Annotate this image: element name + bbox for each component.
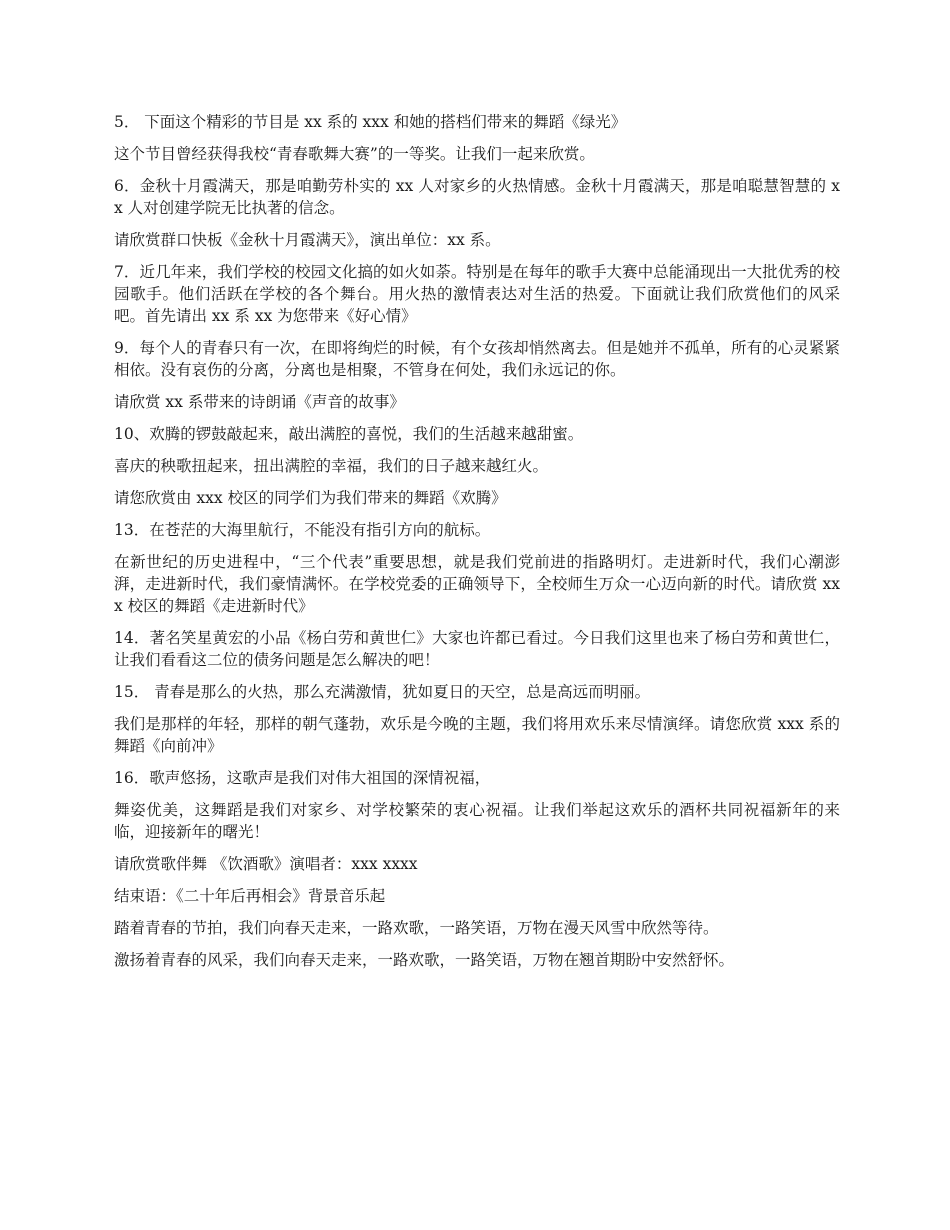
paragraph-program-13-note: 在新世纪的历史进程中，“三个代表”重要思想，就是我们党前进的指路明灯。走进新时代，我们心潮澎湃，走进新时代，我们豪情满怀。在学校党委的正确领导下，全校师生万众一心迈向新的时代。请欣赏 xxx 校区的舞蹈《走进新时代》 bbox=[114, 553, 840, 615]
paragraph-program-10: 10、欢腾的锣鼓敲起来，敲出满腔的喜悦，我们的生活越来越甜蜜。 bbox=[114, 425, 584, 443]
paragraph-program-14: 14．著名笑星黄宏的小品《杨白劳和黄世仁》大家也许都已看过。今日我们这里也来了杨白劳和黄世仁，让我们看看这二位的债务问题是怎么解决的吧！ bbox=[114, 629, 840, 669]
paragraph-program-16-line-2: 舞姿优美，这舞蹈是我们对家乡、对学校繁荣的衷心祝福。让我们举起这欢乐的酒杯共同祝福新年的来临，迎接新年的曙光！ bbox=[114, 801, 840, 841]
paragraph-program-9-note: 请欣赏 xx 系带来的诗朗诵《声音的故事》 bbox=[114, 393, 405, 411]
paragraph-program-16: 16．歌声悠扬，这歌声是我们对伟大祖国的深情祝福， bbox=[114, 769, 491, 787]
paragraph-closing-heading: 结束语：《二十年后再相会》背景音乐起 bbox=[114, 887, 386, 905]
paragraph-program-15-note: 我们是那样的年轻，那样的朝气蓬勃，欢乐是今晚的主题，我们将用欢乐来尽情演绎。请您欣赏 xxx 系的舞蹈《向前冲》 bbox=[114, 715, 840, 755]
paragraph-program-6-note: 请欣赏群口快板《金秋十月霞满天》，演出单位：xx 系。 bbox=[114, 231, 501, 249]
paragraph-program-15: 15． 青春是那么的火热，那么充满激情，犹如夏日的天空，总是高远而明丽。 bbox=[114, 683, 651, 701]
paragraph-program-5: 5． 下面这个精彩的节目是 xx 系的 xxx 和她的搭档们带来的舞蹈《绿光》 bbox=[114, 113, 627, 131]
paragraph-program-10-note: 请您欣赏由 xxx 校区的同学们为我们带来的舞蹈《欢腾》 bbox=[114, 489, 507, 507]
document-body bbox=[114, 111, 840, 981]
paragraph-program-6: 6．金秋十月霞满天，那是咱勤劳朴实的 xx 人对家乡的火热情感。金秋十月霞满天，那是咱聪慧智慧的 xx 人对创建学院无比执著的信念。 bbox=[114, 177, 840, 217]
paragraph-program-13: 13．在苍茫的大海里航行，不能没有指引方向的航标。 bbox=[114, 521, 491, 539]
paragraph-program-16-note: 请欣赏歌伴舞 《饮酒歌》演唱者：xxx xxxx bbox=[114, 855, 418, 873]
paragraph-program-10-line-2: 喜庆的秧歌扭起来，扭出满腔的幸福，我们的日子越来越红火。 bbox=[114, 457, 549, 475]
paragraph-program-7: 7．近几年来，我们学校的校园文化搞的如火如荼。特别是在每年的歌手大赛中总能涌现出一大批优秀的校园歌手。他们活跃在学校的各个舞台。用火热的激情表达对生活的热爱。下面就让我们欣赏他们的风采吧。首先请出 xx 系 xx 为您带来《好心情》 bbox=[114, 263, 840, 325]
paragraph-program-5-note: 这个节目曾经获得我校“青春歌舞大赛”的一等奖。让我们一起来欣赏。 bbox=[114, 145, 595, 163]
paragraph-closing-line-2: 激扬着青春的风采，我们向春天走来，一路欢歌，一路笑语，万物在翘首期盼中安然舒怀。 bbox=[114, 951, 735, 969]
paragraph-program-9: 9．每个人的青春只有一次，在即将绚烂的时候，有个女孩却悄然离去。但是她并不孤单，所有的心灵紧紧相依。没有哀伤的分离，分离也是相聚，不管身在何处，我们永远记的你。 bbox=[114, 339, 840, 379]
paragraph-closing-line-1: 踏着青春的节拍，我们向春天走来，一路欢歌，一路笑语，万物在漫天风雪中欣然等待。 bbox=[114, 919, 719, 937]
